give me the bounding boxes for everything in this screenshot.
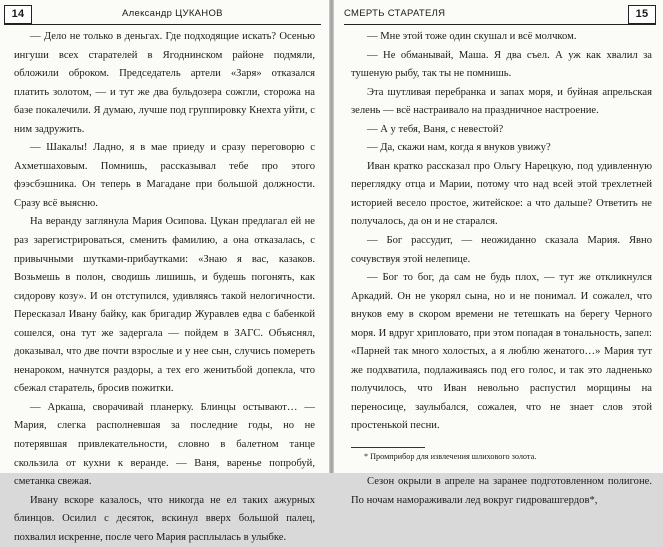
left-running-head-title: Александр ЦУКАНОВ — [122, 8, 223, 19]
footnote: * Промприбор для извлечения шлихового золота. — [364, 452, 537, 461]
left-page — [0, 0, 329, 543]
right-running-head — [344, 4, 656, 25]
left-page-number: 14 — [4, 5, 32, 24]
paragraph: — Не обманывай, Маша. Я два съел. А уж как хвалил за тушеную рыбу, так ты не помнишь. — [351, 49, 652, 80]
left-running-head — [4, 4, 321, 25]
right-running-head-title: СМЕРТЬ СТАРАТЕЛЯ — [344, 8, 446, 19]
paragraph: — Дело не только в деньгах. Где подходящие искать? Осенью ингуши всех старателей в Ягоднинском районе подмяли, обложили оброком. Председатель артели «Заря» отказался платить золотом, — и тут же два бульдозера сожгли, сторожа на базе покалечили. Я думаю, лучше под группировку Кнехта уйти, с ним задружить. — [14, 31, 315, 135]
paragraph: — Шакалы! Ладно, я в мае приеду и сразу переговорю с Ахметшаховым. Помнишь, рассказывал тебе про этого фээсбэшника. Он теперь в Магадане при большой должности. Сразу всё выясню. — [14, 142, 315, 209]
paragraph: — Бог рассудит, — неожиданно сказала Мария. Явно сочувствуя этой нелепице. — [351, 235, 652, 265]
paragraph: — А у тебя, Ваня, с невестой? — [367, 123, 504, 135]
paragraph: — Да, скажи нам, когда я внуков увижу? — [367, 142, 551, 154]
right-page-number: 15 — [628, 5, 656, 24]
right-page — [334, 0, 663, 506]
paragraph: Сезон окрыли в апреле на заранее подготовленном полигоне. По ночам намораживали лед вокруг гидровашгердов*, — [351, 476, 652, 506]
left-page-body — [14, 28, 315, 547]
paragraph: — Мне этой тоже один скушал и всё молчком. — [367, 31, 577, 42]
paragraph: Ивану вскоре казалось, что никогда не ел таких ажурных блинцов. Осилил с десяток, вскинул вверх большой палец, похвалил искренне, после чего Мария расплылась в улыбке. — [14, 494, 315, 543]
paragraph: — Аркаша, сворачивай планерку. Блинцы остывают… — Мария, слегка располневшая за последние годы, но не потерявшая привлекательности, словно в балетном танце скользила от кухни к веранде. — Ваня, варенье попробуй, сметанка свежая. — [14, 401, 315, 488]
right-page-body — [351, 28, 652, 510]
paragraph: Эта шутливая перебранка и запах моря, и буйная апрельская зелень — всё настраивало на праздничное настроение. — [351, 86, 652, 117]
footnote-rule — [351, 447, 425, 448]
paragraph: Иван кратко рассказал про Ольгу Нарецкую, под удивленную переглядку отца и Марии, потому что над всей этой трехлетней историей весело простое, житейское: а что дальше? Ответить не получалось, да он и не старался. — [351, 160, 652, 228]
paragraph: На веранду заглянула Мария Осипова. Цукан предлагал ей не раз зарегистрироваться, сменить фамилию, а она отказалась, с привычными шутками-прибаутками: «Знаю я вас, казаков. Возьмешь в полон, сводишь лишишь, и будешь погонять, как сидорову козу». И он отступился, удивляясь такой нелогичности. Пересказал Ивану байку, как бригадир Журавлев едва с бабенкой сошелся, она тут же задергала — пойдем в ЗАГС. Объяснял, доказывал, что две почти взрослые и у нее сын, случись помереть ненароком, начнутся раздоры, а тех его женитьбой допекла, что сбежал старатель, бросив пожитки. — [14, 216, 315, 395]
paragraph: — Бог то бог, да сам не будь плох, — тут же откликнулся Аркадий. Он не укорял сына, но и не понимал. И сожалел, что внуков ему в скором времени не тетешкать на берегу Черного моря. И вдруг хрипловато, при этом попадая в тональность, запел: «Парней так много холостых, а я люблю женатого…» Мария тут же подхватила, подлаживаясь под его голос, и так это ладненько получилось, что Иван невольно распустил морщины на переносице, заулыбался, сожалея, что не знает слов этой простенькой песни. — [351, 272, 652, 432]
